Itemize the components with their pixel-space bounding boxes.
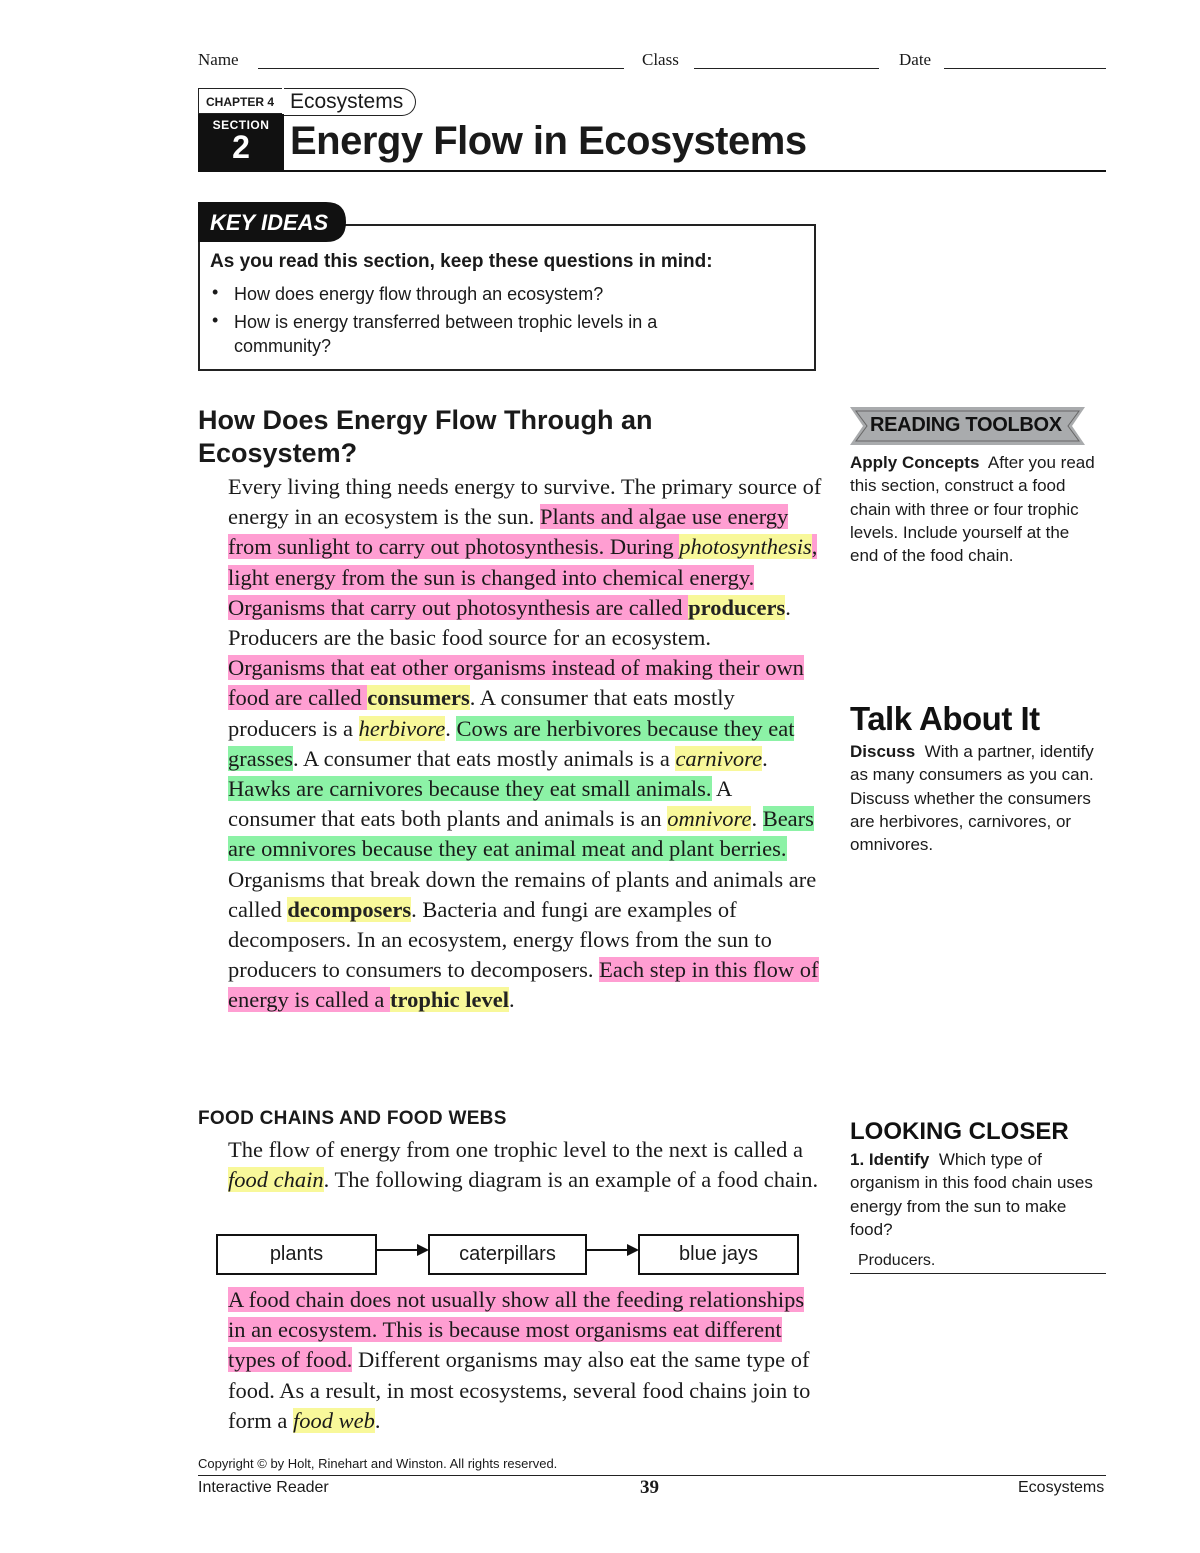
paragraph xyxy=(198,1285,823,1436)
vocab-term: omnivore xyxy=(667,806,752,832)
name-label: Name xyxy=(198,50,239,69)
arrow-right-icon xyxy=(587,1244,639,1256)
key-question: How does energy flow through an ecosystem? xyxy=(234,284,604,304)
chapter-name: Ecosystems xyxy=(284,88,416,116)
paragraph xyxy=(198,653,823,864)
food-chain-blue-jays: blue jays xyxy=(638,1234,799,1275)
page-number: 39 xyxy=(640,1477,659,1498)
date-field[interactable] xyxy=(944,68,1106,69)
section-title: Energy Flow in Ecosystems xyxy=(290,119,807,163)
food-chain-plants: plants xyxy=(216,1234,377,1275)
name-field[interactable] xyxy=(258,68,624,69)
reading-toolbox-title: READING TOOLBOX xyxy=(870,414,1062,436)
highlight-green: Bears are omnivores because they eat animal meat and plant berries. xyxy=(228,806,814,862)
body-text xyxy=(198,472,823,1016)
question-text: Which type of organism in this food chain uses energy from the sun to make food? xyxy=(850,1150,1093,1239)
paragraph xyxy=(198,865,823,1016)
section-badge xyxy=(198,114,284,172)
key-ideas-prompt: As you read this section, keep these questions in mind: xyxy=(210,251,713,272)
punctuation: . xyxy=(751,806,758,832)
bullet-icon: • xyxy=(212,282,219,302)
footer-divider xyxy=(198,1475,1106,1476)
subheading: FOOD CHAINS AND FOOD WEBS xyxy=(198,1108,507,1129)
footer-chapter: Ecosystems xyxy=(1018,1479,1105,1496)
date-label: Date xyxy=(899,50,932,69)
paragraph xyxy=(198,472,823,653)
highlight-pink: Each step in this flow of energy is called a xyxy=(228,957,819,1013)
vocab-term: consumers xyxy=(367,685,470,711)
body-text xyxy=(198,1135,823,1195)
title-divider xyxy=(198,170,1106,172)
talk-about-it-text xyxy=(850,740,1100,856)
sentence: Every living thing needs energy to survive. The primary source of energy in an ecosystem is the sun. xyxy=(228,474,822,530)
talk-about-it-title: Talk About It xyxy=(850,700,1040,737)
class-field[interactable] xyxy=(694,68,879,69)
talk-about-it-lead: Discuss xyxy=(850,742,916,761)
class-label: Class xyxy=(642,50,679,69)
key-question-continued: community? xyxy=(234,336,332,356)
highlight-green: Cows are herbivores because they eat grasses xyxy=(228,715,795,771)
highlight-green: Hawks are carnivores because they eat small animals. xyxy=(228,776,712,802)
looking-closer-title: LOOKING CLOSER xyxy=(850,1118,1069,1145)
answer-line xyxy=(850,1273,1106,1274)
highlight-pink: Organisms that eat other organisms instead of making their own food are called xyxy=(228,655,804,711)
punctuation: . xyxy=(762,745,768,771)
reading-toolbox-lead: Apply Concepts xyxy=(850,453,980,472)
chapter-label: CHAPTER 4 xyxy=(198,88,282,114)
looking-closer-question xyxy=(850,1148,1100,1241)
food-chain-caterpillars: caterpillars xyxy=(428,1234,587,1275)
vocab-term: carnivore xyxy=(675,745,763,771)
punctuation: . xyxy=(508,987,515,1013)
vocab-term: food chain xyxy=(228,1167,324,1193)
bullet-icon: • xyxy=(212,310,219,330)
vocab-term: herbivore xyxy=(358,715,446,741)
footer-book-title: Interactive Reader xyxy=(198,1479,329,1496)
section-number: 2 xyxy=(232,129,250,165)
key-ideas-label: KEY IDEAS xyxy=(210,210,329,235)
highlight-pink: A food chain does not usually show all the feeding relationships in an ecosystem. This is because most organisms eat different types of food. xyxy=(228,1287,805,1373)
question-lead: Identify xyxy=(868,1150,930,1169)
vocab-term: producers xyxy=(688,594,786,620)
paragraph xyxy=(198,1135,823,1195)
vocab-term: food web xyxy=(292,1407,375,1433)
vocab-term: decomposers xyxy=(287,896,412,922)
section-heading: How Does Energy Flow Through an Ecosystem? xyxy=(198,405,653,468)
question-number: 1. xyxy=(850,1150,865,1169)
talk-about-it-body: With a partner, identify as many consumers as you can. Discuss whether the consumers are herbivores, carnivores, or omnivores. xyxy=(850,742,1094,855)
sentence: . Producers are the basic food source for an ecosystem. xyxy=(228,594,791,651)
answer-field[interactable]: Producers. xyxy=(858,1252,936,1269)
highlight-pink: Organisms that carry out photosynthesis are called xyxy=(228,594,683,620)
sentence: . A consumer that eats mostly animals is a xyxy=(292,745,670,771)
arrow-right-icon xyxy=(377,1244,429,1256)
highlight-pink: Plants and algae use energy from sunlight to carry out photosynthesis. During xyxy=(228,504,789,560)
vocab-term: photosynthesis xyxy=(679,534,812,560)
sentence: A consumer that eats both plants and animals is an xyxy=(228,776,731,832)
sentence: Organisms that break down the remains of plants and animals are called xyxy=(228,866,817,922)
sentence: . A consumer that eats mostly producers is a xyxy=(228,685,735,741)
key-question: How is energy transferred between trophic levels in a xyxy=(234,312,658,332)
reading-toolbox-body: After you read this section, construct a food chain with three or four trophic levels. Include yourself at the end of the food chain. xyxy=(850,453,1095,566)
reading-toolbox-text xyxy=(850,451,1100,567)
punctuation: . xyxy=(374,1407,381,1433)
body-text xyxy=(198,1285,823,1436)
punctuation: . xyxy=(445,715,451,741)
sentence: . Bacteria and fungi are examples of decomposers. In an ecosystem, energy flows from the sun to producers to consumers to decomposers. xyxy=(228,896,772,983)
sentence: Different organisms may also eat the same type of food. As a result, in most ecosystems, several food chains join to form a xyxy=(228,1347,811,1433)
vocab-term: trophic level xyxy=(390,987,509,1013)
sentence: . The following diagram is an example of a food chain. xyxy=(323,1167,819,1193)
copyright: Copyright © by Holt, Rinehart and Winston. All rights reserved. xyxy=(198,1456,558,1471)
section-label: SECTION xyxy=(212,118,270,132)
highlight-pink: , light energy from the sun is changed into chemical energy. xyxy=(228,534,818,590)
sentence: The flow of energy from one trophic level to the next is called a xyxy=(228,1137,804,1162)
